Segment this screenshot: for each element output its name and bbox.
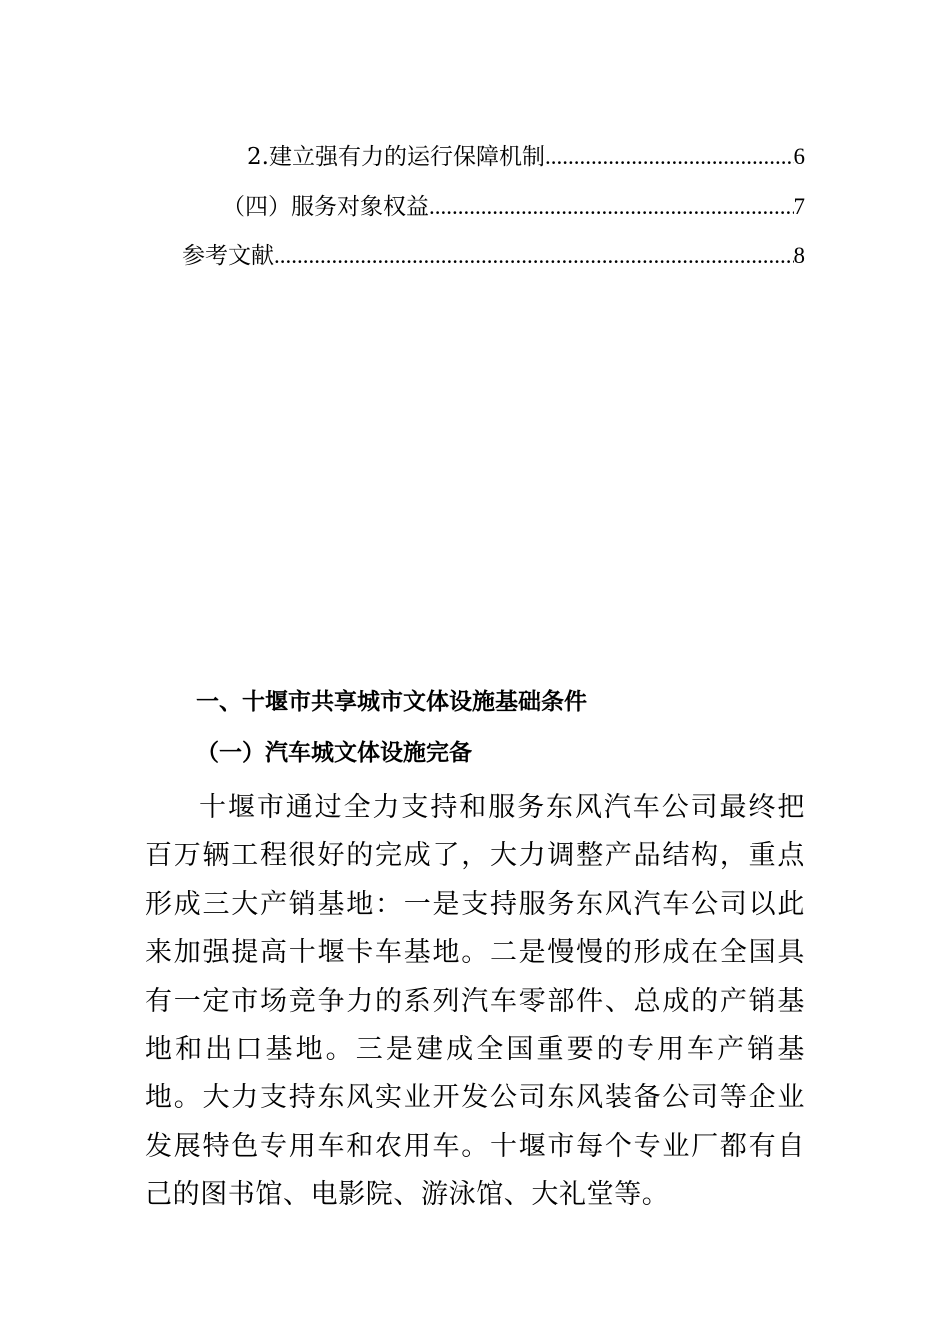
body-paragraph: 十堰市通过全力支持和服务东风汽车公司最终把百万辆工程很好的完成了，大力调整产品结构，重点形成三大产销基地：一是支持服务东风汽车公司以此来加强提高十堰卡车基地。二是慢慢的形成在全国具有一定市场竞争力的系列汽车零部件、总成的产销基地和出口基地。三是建成全国重要的专用车产销基地。大力支持东风实业开发公司东风装备公司等企业发展特色专用车和农用车。十堰市每个专业厂都有自己的图书馆、电影院、游泳馆、大礼堂等。 xyxy=(145,792,805,1211)
toc-entry-label: 2.建立强有力的运行保障机制 xyxy=(247,144,545,170)
toc-entry-page: 7 xyxy=(793,194,805,219)
section-heading: 一、十堰市共享城市文体设施基础条件 xyxy=(196,689,587,715)
toc-entry[interactable] xyxy=(222,182,805,222)
toc-entry-page: 8 xyxy=(793,243,805,268)
toc-dot-leader xyxy=(545,142,794,172)
toc-dot-leader xyxy=(274,241,794,271)
toc-entry[interactable] xyxy=(182,231,805,271)
toc-entry[interactable] xyxy=(247,132,805,172)
toc-entry-page: 6 xyxy=(793,144,805,169)
section-subheading: （一）汽车城文体设施完备 xyxy=(196,740,472,766)
toc-entry-label: （四）服务对象权益 xyxy=(222,194,429,220)
toc-entry-label: 参考文献 xyxy=(182,243,274,269)
toc-dot-leader xyxy=(429,192,794,222)
